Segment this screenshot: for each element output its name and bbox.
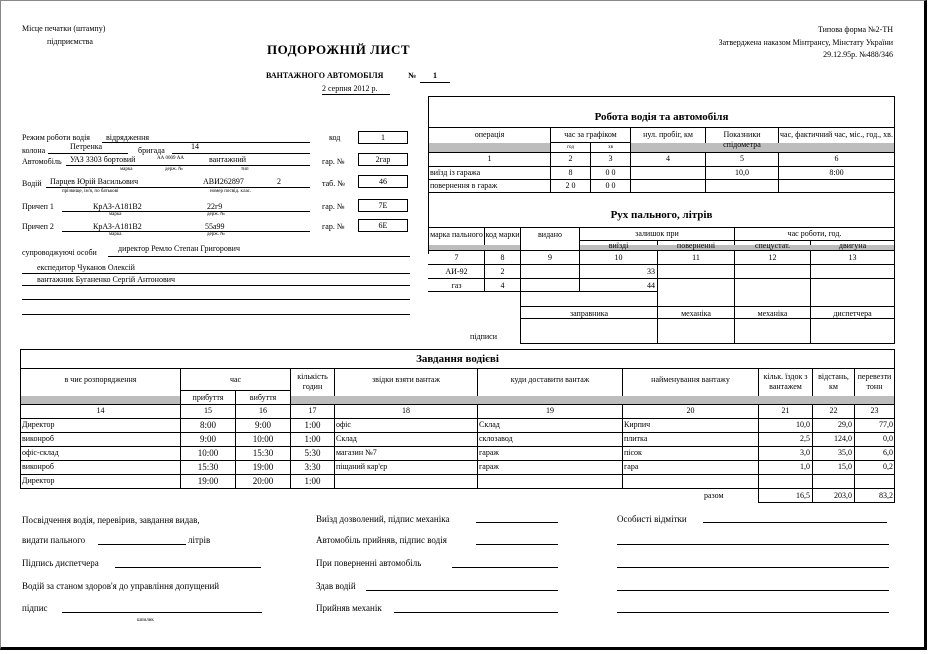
task-row-1-from: офіс (336, 420, 351, 429)
garage-label: гар. № (322, 157, 345, 166)
footer-dispatcher-sign: Підпись диспетчера (22, 558, 99, 568)
brigade-label: бригада (138, 146, 165, 155)
trailer2-sub-mark: марка (109, 232, 122, 237)
trailer1-label: Причеп 1 (22, 202, 54, 211)
work-num-3: 3 (608, 154, 613, 163)
col-time: час (229, 375, 242, 384)
car-sub-type: тип (241, 167, 249, 172)
col-trips: кільк. їздок з вантажем (763, 372, 808, 391)
task-num-17: 17 (308, 406, 317, 415)
col-fuel-return: поверненні (676, 241, 716, 250)
task-row-4-cargo: гара (624, 462, 639, 471)
car-value: УАЗ 3303 бортовий (70, 155, 136, 164)
col-cargo-name: найменування вантажу (651, 375, 730, 384)
work-row-return-h: 2 0 (565, 181, 576, 190)
escort-1: директор Ремло Степан Григорович (118, 244, 240, 253)
fuel-num-7: 7 (454, 253, 459, 262)
tab-label: таб. № (322, 179, 345, 188)
task-row-2-from: Склад (336, 434, 357, 443)
col-actual-time: час, фактичний час, міс., год., хв. (780, 130, 893, 139)
total-label: разом (704, 491, 724, 500)
driver-license-class: 2 (277, 177, 281, 186)
task-row-1-order: Директор (22, 420, 55, 429)
task-row-2-trips: 2,5 (800, 434, 810, 443)
tasks-title: Завдання водієві (416, 353, 499, 365)
task-num-19: 19 (546, 406, 554, 415)
task-row-2-cargo: плитка (624, 434, 648, 443)
waybill-number-label: № (408, 71, 417, 80)
waybill-number: 1 (433, 71, 437, 80)
brigade-value: 14 (191, 142, 199, 151)
waybill-date: 2 серпня 2012 р. (322, 84, 378, 93)
approval-note: Затверджена наказом Мінтрансу, Мінстату України (718, 38, 893, 47)
sign-mechanic-2: механіка (757, 309, 788, 318)
fuel-num-11: 11 (692, 253, 700, 262)
trailer1-garage-box: 7Е (358, 199, 408, 212)
footer-health-check: Водій за станом здоров'я до управління допущений (22, 581, 220, 591)
driver-sub-license: номер посвід. клас. (210, 189, 252, 194)
car-plate: АА 0009 АА (157, 156, 184, 161)
work-row-depart-actual: 8:00 (829, 168, 844, 177)
footer-fuel-issue: видати пального (22, 535, 86, 545)
car-label: Автомобіль (22, 157, 62, 166)
footer-received-mechanic: Прийняв механік (316, 603, 382, 613)
task-row-4-arrive: 15:30 (197, 462, 219, 472)
garage-box: 2гар (358, 153, 408, 166)
footer-personal-notes: Особисті відмітки (617, 514, 687, 524)
column-value: Петренка (70, 142, 103, 151)
task-row-4-from: піщаний кар'єр (336, 462, 388, 471)
col-tons: перевезти тонн (857, 372, 892, 391)
mode-label: Режим роботи водія (22, 133, 90, 142)
fuel-row1-depart: 33 (647, 267, 655, 276)
task-num-22: 22 (829, 406, 838, 415)
col-speedometer: Показники спідометра (723, 130, 761, 149)
task-row-4-order: виконроб (22, 462, 54, 471)
mode-value: відрядження (106, 133, 150, 142)
task-row-2-depart: 10:00 (252, 434, 274, 444)
col-fuel-engine: двигуна (838, 241, 867, 250)
work-row-depart-h: 8 (568, 168, 573, 177)
fuel-row2-brand: газ (451, 281, 462, 290)
footer-exit-allowed: Виїзд дозволений, підпис механіка (316, 514, 450, 524)
fuel-row2-code: 4 (500, 281, 505, 290)
task-row-1-hours: 1:00 (304, 420, 321, 430)
col-fuel-brand: марка пального (430, 230, 483, 239)
task-row-1-cargo: Кирпич (624, 420, 651, 429)
task-row-1-distance: 29,0 (838, 420, 852, 429)
fuel-row2-depart: 44 (647, 281, 655, 290)
task-row-1-to: Склад (479, 420, 500, 429)
task-row-2-distance: 124,0 (834, 434, 852, 443)
col-fuel-code: код марки (485, 230, 520, 239)
fuel-num-12: 12 (768, 253, 777, 262)
trailer2-garage-box: 6Е (358, 219, 408, 232)
task-row-4-distance: 15,0 (838, 462, 852, 471)
col-operation: операція (474, 130, 505, 139)
trailer2-num: 55а99 (205, 222, 225, 231)
col-fuel-depart: виїзді (608, 241, 629, 250)
form-type: Типова форма №2-ТН (817, 25, 893, 34)
total-tons: 83,2 (879, 491, 893, 500)
task-row-3-trips: 3,0 (800, 448, 810, 457)
task-row-3-hours: 5:30 (304, 448, 321, 458)
escort-2: експедитор Чуканов Олексій (37, 263, 135, 272)
fuel-num-13: 13 (848, 253, 857, 262)
task-row-4-tons: 0,2 (883, 462, 893, 471)
task-row-1-arrive: 8:00 (199, 420, 216, 430)
work-num-4: 4 (666, 154, 670, 163)
escort-label: супроводжуючі особи (22, 248, 97, 257)
work-row-depart-speedo: 10,0 (735, 168, 749, 177)
task-row-3-to: гараж (479, 448, 499, 457)
col-arrive: прибуття (192, 393, 224, 402)
task-row-4-to: гараж (479, 462, 499, 471)
fuel-num-10: 10 (614, 253, 623, 262)
driver-name: Парцев Юрій Васильович (50, 177, 139, 186)
task-row-1-tons: 77,0 (879, 420, 893, 429)
work-num-6: 6 (834, 154, 839, 163)
driver-license: АВИ262897 (203, 177, 244, 186)
car-sub-mark: марка (120, 167, 133, 172)
task-num-23: 23 (870, 406, 879, 415)
signatures-label: підписи (470, 332, 497, 341)
trailer2-sub-num: держ. № (207, 232, 225, 237)
task-row-2-order: виконроб (22, 434, 54, 443)
page-subtitle: ВАНТАЖНОГО АВТОМОБІЛЯ (266, 71, 384, 80)
car-type: вантажний (209, 155, 247, 164)
task-row-4-hours: 3:30 (304, 462, 321, 472)
work-num-5: 5 (740, 154, 744, 163)
task-num-14: 14 (96, 406, 105, 415)
task-row-2-arrive: 9:00 (199, 434, 216, 444)
driver-sub-name: прізвище, ім'я, по батькові (62, 189, 119, 194)
work-row-return-m: 0 0 (605, 181, 616, 190)
task-row-3-tons: 6,0 (883, 448, 893, 457)
col-distance: відстань, км (818, 372, 849, 391)
col-zero-run: нул. пробіг, км (643, 130, 693, 139)
task-row-3-arrive: 10:00 (197, 448, 219, 458)
footer-car-accepted: Автомобіль прийняв, підпис водія (316, 535, 447, 545)
task-row-4-trips: 1,0 (800, 462, 810, 471)
total-trips: 16,5 (796, 491, 810, 500)
task-row-3-order: офіс-склад (22, 448, 59, 457)
trailer1-num: 22г9 (207, 202, 223, 211)
col-fuel-remain: залишок при (635, 229, 679, 238)
code-box: 1 (358, 131, 408, 144)
footer-fuel-litres: літрів (188, 535, 211, 545)
task-num-18: 18 (402, 406, 410, 415)
stamp-place: Місце печатки (штампу) (22, 24, 106, 33)
task-row-4-depart: 19:00 (252, 462, 274, 472)
task-num-20: 20 (686, 406, 695, 415)
trailer1-sub-num: держ. № (207, 212, 225, 217)
page-title: ПОДОРОЖНІЙ ЛИСТ (267, 42, 411, 57)
task-row-1-depart: 9:00 (254, 420, 271, 430)
car-sub-num: держ. № (165, 167, 183, 172)
col-schedule: час за графіком (564, 130, 617, 139)
col-to: куди доставити вантаж (510, 375, 590, 384)
task-row-5-hours: 1:00 (304, 476, 321, 486)
task-row-5-depart: 20:00 (252, 476, 274, 486)
task-row-3-depart: 15:30 (252, 448, 274, 458)
enterprise-label: підприємства (47, 37, 93, 46)
total-distance: 203,0 (834, 491, 852, 500)
fuel-num-8: 8 (500, 253, 505, 262)
fuel-title: Рух пального, літрів (610, 209, 713, 221)
col-depart: вибуття (249, 393, 277, 402)
sign-refueler: заправника (569, 309, 609, 318)
work-row-depart-m: 0 0 (605, 168, 616, 177)
fuel-row1-brand: АИ-92 (445, 267, 468, 276)
trailer1-garage-label: гар. № (322, 202, 345, 211)
col-hours: кількість годин (297, 372, 328, 391)
task-row-3-distance: 35,0 (838, 448, 852, 457)
work-row-return-op: повернення в гараж (430, 181, 498, 190)
task-row-3-from: магазин №7 (336, 448, 377, 457)
col-order: в чиє розпорядження (64, 375, 137, 384)
approval-date: 29.12.95р. №488/346 (823, 50, 893, 59)
task-num-21: 21 (781, 406, 790, 415)
task-row-5-arrive: 19:00 (197, 476, 219, 486)
escort-3: вантажник Буганенко Сергій Антонович (37, 275, 176, 284)
footer-handed-driver: Здав водій (316, 581, 356, 591)
task-row-2-tons: 0,0 (883, 434, 893, 443)
col-hour: год (567, 145, 574, 150)
work-num-2: 2 (568, 154, 573, 163)
trailer1-value: КрАЗ-А181В2 (93, 202, 142, 211)
work-row-depart-op: виїзд із гаража (430, 168, 481, 177)
work-title: Робота водія та автомобіля (594, 111, 729, 123)
fuel-row1-code: 2 (500, 267, 505, 276)
task-num-16: 16 (259, 406, 267, 415)
col-fuel-issued: видано (538, 230, 562, 239)
col-from: звідки взяти вантаж (372, 375, 440, 384)
trailer2-label: Причеп 2 (22, 222, 54, 231)
tab-box: 46 (358, 175, 408, 188)
footer-signature-label: підпис (22, 603, 48, 613)
footer-signature-sub: шпилик (137, 618, 154, 623)
col-min: хв (608, 145, 613, 150)
fuel-num-9: 9 (548, 253, 552, 262)
trailer1-sub-mark: марка (109, 212, 122, 217)
footer-on-return: При поверненні автомобіль (316, 558, 422, 568)
code-label: код (329, 133, 341, 142)
trailer2-garage-label: гар. № (322, 222, 345, 231)
trailer2-value: КрАЗ-А181В2 (93, 222, 142, 231)
work-num-1: 1 (487, 154, 492, 163)
driver-label: Водій (22, 179, 42, 188)
sign-mechanic-1: механіка (681, 309, 711, 318)
col-fuel-special: спецустат. (754, 241, 791, 250)
task-num-15: 15 (204, 406, 212, 415)
task-row-2-to: склозавод (479, 434, 513, 443)
task-row-3-cargo: пісок (624, 448, 642, 457)
sign-dispatcher: диспетчера (833, 309, 872, 318)
task-row-2-hours: 1:00 (304, 434, 321, 444)
column-label: колона (22, 146, 46, 155)
task-row-5-order: Директор (22, 476, 55, 485)
footer-license-check: Посвідчення водія, перевірив, завдання видав, (22, 515, 200, 525)
col-fuel-worktime: час роботи, год. (787, 229, 842, 238)
task-row-1-trips: 10,0 (796, 420, 810, 429)
